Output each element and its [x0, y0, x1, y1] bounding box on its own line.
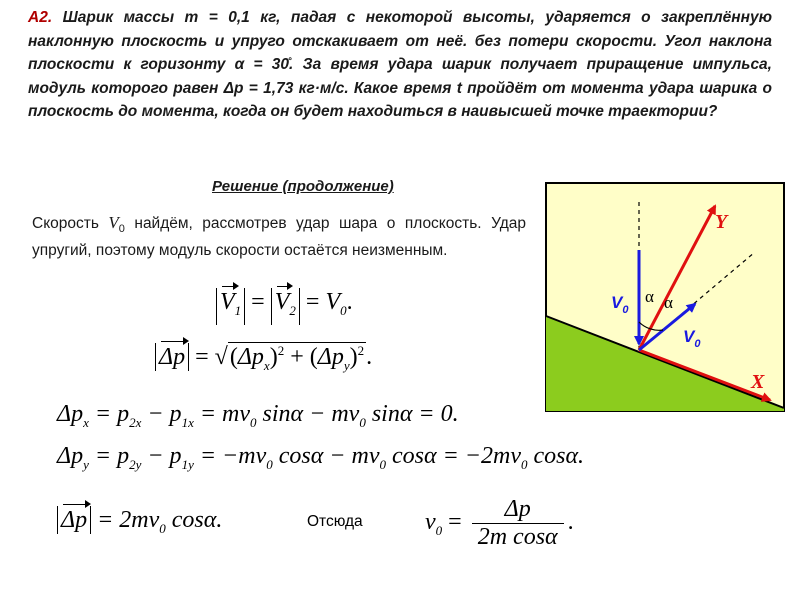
- para-sub: 0: [118, 223, 125, 236]
- equation-dp-result: $\Delta p = 2mv_0$ cosα.: [57, 506, 222, 537]
- label-v0-right: $V_0$: [683, 327, 701, 350]
- equation-momentum-magnitude: $\Delta p = √(\Delta p_x)^2 + (\Delta p_y)^2$.: [155, 342, 372, 374]
- para-symbol: V: [108, 213, 119, 232]
- problem-number: А2.: [28, 9, 53, 26]
- problem-text: Шарик массы m = 0,1 кг, падая с некоторой высоты, ударяется о закреплённую наклонную плоскость и упруго отскакивает от неё. без потери скорости. Угол наклона плоскости к горизонту α = 30̊. За время удара шарик получает приращение импульса, модуль которого равен Δp = 1,73 кг·м/с. Какое время t пройдёт от момента удара шарика о плоскость до момента, когда он будет находиться в наивысшей точке траектории?: [28, 9, 773, 120]
- fraction-v0: $\frac{\Delta p}{\text{2m cosα}}$: [472, 496, 564, 551]
- para-after: найдём, рассмотрев удар шара о плоскость. Удар упругий, поэтому модуль скорости остаётся неизменным.: [32, 215, 526, 260]
- label-y: Y: [715, 211, 728, 233]
- sqrt-expression: $(\Delta p_x)^2 + (\Delta p_y)^2$: [229, 343, 365, 373]
- solution-heading: Решение (продолжение): [212, 178, 394, 195]
- equation-dpx: $\Delta p_x = p_{2x} - p_{1x} = mv_0$ $\sin\alpha - mv_0$ sinα = 0.: [57, 401, 459, 430]
- abs-v1: $V_1$: [216, 288, 245, 325]
- equation-dpy: $\Delta p_y = p_{2y} - p_{1y} = -mv_0$ $\cos\alpha - mv_0$ $\cos\alpha = -2mv_0$ cosα.: [57, 443, 585, 472]
- problem-statement: [28, 6, 772, 124]
- label-otsyuda: Отсюда: [307, 513, 363, 530]
- label-alpha-2: α: [664, 293, 673, 312]
- abs-dp: Δp: [155, 343, 189, 371]
- equation-v0: $v_0$ = $\frac{\Delta p}{\text{2m cosα}}$ .: [425, 496, 574, 550]
- solution-paragraph: [32, 212, 526, 261]
- label-x: X: [751, 371, 765, 393]
- label-alpha-1: α: [645, 287, 654, 306]
- para-before: Скорость: [32, 215, 109, 232]
- inclined-plane-diagram: [545, 182, 785, 412]
- equation-speed-equality: $V_1 = V_2 = V_0$.: [216, 288, 353, 325]
- abs-v2: $V_2$: [271, 288, 300, 325]
- abs-dp-result: Δp: [57, 506, 91, 534]
- label-v0-left: $V_0$: [611, 293, 629, 316]
